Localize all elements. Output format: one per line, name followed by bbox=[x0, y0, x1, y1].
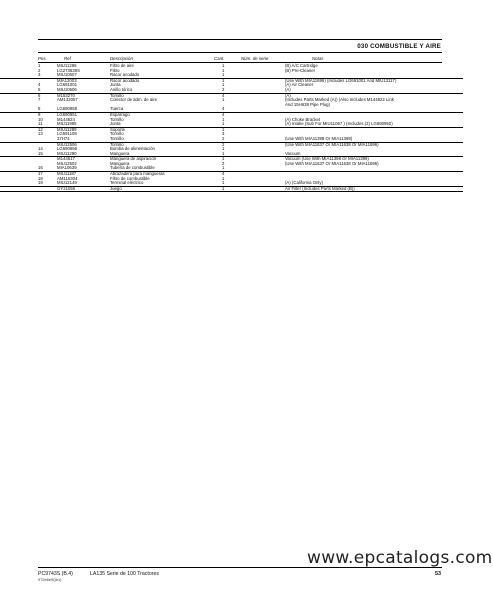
row-position: 4 bbox=[38, 82, 41, 88]
row-quantity: 1 bbox=[222, 67, 225, 73]
row-position: 19 bbox=[38, 180, 43, 186]
row-notes: Vacuum (Use With MIA11398 Or MIA11399) bbox=[285, 156, 369, 162]
row-position: 9 bbox=[38, 111, 41, 117]
row-notes: (B) Pre-Cleaner bbox=[285, 67, 316, 73]
row-description: Tuerca bbox=[110, 106, 124, 112]
row-quantity: 1 bbox=[222, 77, 225, 83]
page-number: 53 bbox=[435, 571, 441, 577]
section-title: 030 COMBUSTIBLE Y AIRE bbox=[357, 43, 441, 50]
row-part-ref: LG690958 bbox=[57, 106, 78, 112]
row-notes: (A) Air Cleaner bbox=[285, 82, 314, 88]
row-description: Tornillo bbox=[110, 131, 124, 137]
row-quantity: 2 bbox=[222, 135, 225, 141]
row-part-ref: MIU12502 bbox=[57, 160, 77, 166]
row-position: 8 bbox=[38, 106, 41, 112]
row-part-ref: MIA12003 bbox=[57, 77, 77, 83]
row-quantity: 1 bbox=[222, 150, 225, 156]
row-part-ref: M153270 bbox=[57, 92, 75, 98]
row-part-ref: LG273638S bbox=[57, 67, 80, 73]
row-quantity: 2 bbox=[222, 160, 225, 166]
row-notes: (B) A/C Cartridge bbox=[285, 63, 318, 68]
row-notes: Air Filter (Includes Parts Marked (B)) bbox=[285, 185, 355, 191]
row-description: Tubería de combustible bbox=[110, 165, 155, 171]
row-notes: (A) Intake (Sub For MIU11067 ) (Includes (2) LG690950) bbox=[285, 121, 393, 127]
row-description: Abrazadera para mangueras bbox=[110, 171, 165, 177]
footer-code: 9T2e6e9Qb1) bbox=[38, 578, 62, 582]
row-part-ref: MIU12149 bbox=[57, 180, 77, 186]
row-description: Tornillo bbox=[110, 116, 124, 122]
row-description: Terminal eléctrico bbox=[110, 180, 144, 186]
row-quantity: 1 bbox=[222, 63, 225, 68]
row-position: 14 bbox=[38, 146, 43, 152]
row-part-ref: MIU11985 bbox=[57, 121, 77, 127]
row-part-ref: MIU11290 bbox=[57, 150, 77, 156]
row-quantity: 2 bbox=[222, 86, 225, 92]
row-description: Manguera bbox=[110, 150, 130, 156]
col-header-ref: Ref bbox=[64, 56, 71, 61]
row-notes: And 15H638 Pipe Plug) bbox=[285, 101, 330, 107]
row-description: Espárrago bbox=[110, 111, 130, 117]
row-part-ref: MIU10606 bbox=[57, 86, 77, 92]
row-description: Filtro de combustible bbox=[110, 175, 150, 181]
row-part-ref: 37H74 bbox=[57, 135, 70, 141]
row-part-ref: MIU10607 bbox=[57, 72, 77, 78]
row-position: 10 bbox=[38, 116, 43, 122]
row-description: Bomba de alimentación bbox=[110, 146, 155, 152]
row-position: 18 bbox=[38, 175, 43, 181]
row-description: Filtro bbox=[110, 67, 120, 73]
row-description: Junta bbox=[110, 82, 121, 88]
row-notes: (Use With MIA11637 Or MIA11638 Or MIA11696) bbox=[285, 160, 379, 166]
col-header-desc: Descripción bbox=[110, 56, 133, 61]
row-quantity: 2 bbox=[222, 141, 225, 147]
row-notes: (A) Choke Bracket bbox=[285, 116, 321, 122]
row-position: 5 bbox=[38, 86, 41, 92]
row-quantity: 1 bbox=[222, 165, 225, 171]
watermark-text[interactable]: www.epcatalogs.com bbox=[307, 548, 493, 568]
row-quantity: 4 bbox=[222, 106, 225, 112]
row-part-ref: M144617 bbox=[57, 156, 75, 162]
row-part-ref: LG691001 bbox=[57, 82, 78, 88]
row-part-ref: GY21056 bbox=[57, 185, 76, 191]
row-quantity: 3 bbox=[222, 131, 225, 137]
row-quantity: 4 bbox=[222, 111, 225, 117]
row-part-ref: AM116304 bbox=[57, 175, 78, 181]
col-header-pos: Pos. bbox=[38, 56, 47, 61]
row-part-ref: LG691108 bbox=[57, 131, 77, 137]
row-quantity: 1 bbox=[222, 180, 225, 186]
row-part-ref: LG690951 bbox=[57, 111, 78, 117]
row-position: 15 bbox=[38, 150, 43, 156]
row-quantity: 1 bbox=[222, 121, 225, 127]
column-header-divider bbox=[38, 62, 442, 63]
row-quantity: 1 bbox=[222, 175, 225, 181]
row-part-ref: AM132057 bbox=[57, 97, 78, 103]
table-row bbox=[0, 187, 463, 193]
row-position: 2 bbox=[38, 67, 41, 73]
row-description: Manguera bbox=[110, 160, 130, 166]
row-description: Tornillo bbox=[110, 92, 124, 98]
row-description: Juego bbox=[110, 185, 122, 191]
row-part-ref: M144624 bbox=[57, 116, 75, 122]
row-quantity: 4 bbox=[222, 92, 225, 98]
row-notes: (Use With MIA11696) (Includes LG691001 And MIU13117) bbox=[285, 77, 397, 83]
top-divider bbox=[38, 39, 442, 40]
row-part-ref: MIA10639 bbox=[57, 165, 77, 171]
row-part-ref: MIU11187 bbox=[57, 171, 77, 177]
row-quantity: 1 bbox=[222, 82, 225, 88]
row-part-ref: MIU12506 bbox=[57, 141, 77, 147]
row-position: 13 bbox=[38, 131, 43, 137]
row-description: Colector de adm. de aire bbox=[110, 97, 158, 103]
row-position: 17 bbox=[38, 171, 43, 177]
row-description: Racor acodado bbox=[110, 77, 140, 83]
col-header-serie: Núm. de serie bbox=[241, 56, 269, 61]
row-description: Racor acodado bbox=[110, 72, 140, 78]
row-quantity: 1 bbox=[222, 116, 225, 122]
row-position: 7 bbox=[38, 97, 41, 103]
row-position: 11 bbox=[38, 121, 43, 127]
row-notes: (A) bbox=[285, 86, 291, 92]
footer-catalog-number: PC9743S (B.4) bbox=[38, 571, 73, 577]
row-position: 3 bbox=[38, 72, 41, 78]
row-quantity: 1 bbox=[222, 126, 225, 132]
row-notes: (Use With MIA11637 Or MIA11638 Or MIA11696) bbox=[285, 141, 379, 147]
col-header-cant: Cant. bbox=[214, 56, 225, 61]
row-part-ref: MIU11289 bbox=[57, 126, 77, 132]
row-notes: Vacuum bbox=[285, 150, 301, 156]
row-quantity: 1 bbox=[222, 97, 225, 103]
row-description: Tornillo bbox=[110, 135, 124, 141]
row-position: 16 bbox=[38, 165, 43, 171]
row-notes: (A) (California Only) bbox=[285, 180, 323, 186]
row-quantity: 1 bbox=[222, 146, 225, 152]
row-quantity: 1 bbox=[222, 156, 225, 162]
row-notes: (A) bbox=[285, 92, 291, 98]
footer-title: LA135 Serie de 100 Tractores bbox=[90, 571, 159, 577]
row-position: 6 bbox=[38, 92, 41, 98]
row-description: Manguera de aspiración bbox=[110, 156, 157, 162]
row-part-ref: MIU11286 bbox=[57, 63, 77, 68]
row-position: 1 bbox=[38, 63, 41, 68]
row-description: Tornillo bbox=[110, 141, 124, 147]
row-part-ref: LG690656 bbox=[57, 146, 78, 152]
row-notes: (Use With MIA11398 Or MIA11399) bbox=[285, 135, 353, 141]
footer-divider bbox=[38, 567, 442, 568]
row-quantity: 4 bbox=[222, 171, 225, 177]
row-position: 12 bbox=[38, 126, 43, 132]
row-quantity: 1 bbox=[222, 72, 225, 78]
row-description: Soporte bbox=[110, 126, 126, 132]
row-description: Filtro de aire bbox=[110, 63, 134, 68]
row-notes: (Includes Parts Marked (A)) (Also Includes M144822 Link bbox=[285, 97, 394, 103]
col-header-notas: Notas bbox=[312, 56, 324, 61]
header-divider bbox=[38, 52, 442, 53]
row-quantity: 1 bbox=[222, 185, 225, 191]
parts-table bbox=[0, 64, 463, 192]
row-description: Junta bbox=[110, 121, 121, 127]
row-description: Anillo tórico bbox=[110, 86, 133, 92]
